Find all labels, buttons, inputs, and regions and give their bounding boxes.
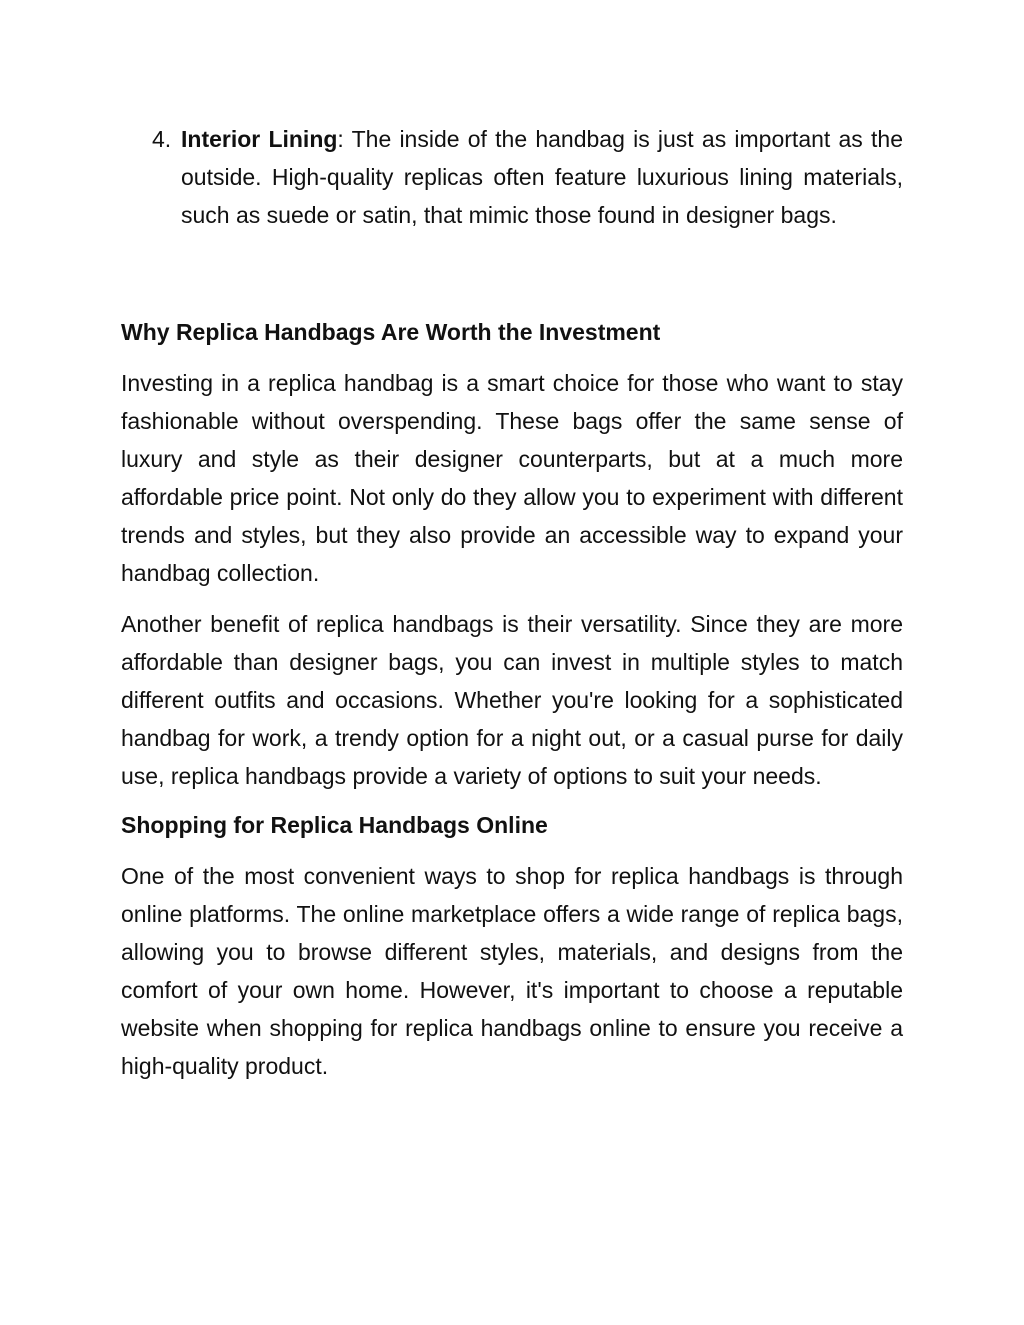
paragraph-shopping-online: One of the most convenient ways to shop for replica handbags is through online platforms. The online marketplace offers a wide range of replica bags, allowing you to browse different styles, materials, and designs from the comfort of your own home. However, it's important to choose a reputable website when shopping for replica handbags online to ensure you receive a high-quality product.	[121, 863, 903, 1079]
list-item-term: Interior Lining	[181, 126, 338, 152]
paragraph-investing: Investing in a replica handbag is a smart choice for those who want to stay fashionable without overspending. These bags offer the same sense of luxury and style as their designer counterparts, but at a much more affordable price point. Not only do they allow you to experiment with different trends and styles, but they also provide an accessible way to expand your handbag collection.	[121, 370, 903, 586]
document-page	[121, 120, 903, 1085]
list-number: 4.	[152, 126, 172, 152]
paragraph-versatility: Another benefit of replica handbags is their versatility. Since they are more affordable than designer bags, you can invest in multiple styles to match different outfits and occasions. Whether you're looking for a sophisticated handbag for work, a trendy option for a night out, or a casual purse for daily use, replica handbags provide a variety of options to suit your needs.	[121, 611, 903, 789]
section-heading-shopping-online: Shopping for Replica Handbags Online	[121, 812, 548, 838]
section-heading-why-replica: Why Replica Handbags Are Worth the Investment	[121, 319, 661, 345]
list-item-interior-lining	[152, 120, 903, 234]
list-item-text: : The inside of the handbag is just as important as the outside. High-quality replicas often feature luxurious lining materials, such as suede or satin, that mimic those found in designer bags.	[181, 126, 903, 228]
list-item-body	[181, 120, 903, 234]
